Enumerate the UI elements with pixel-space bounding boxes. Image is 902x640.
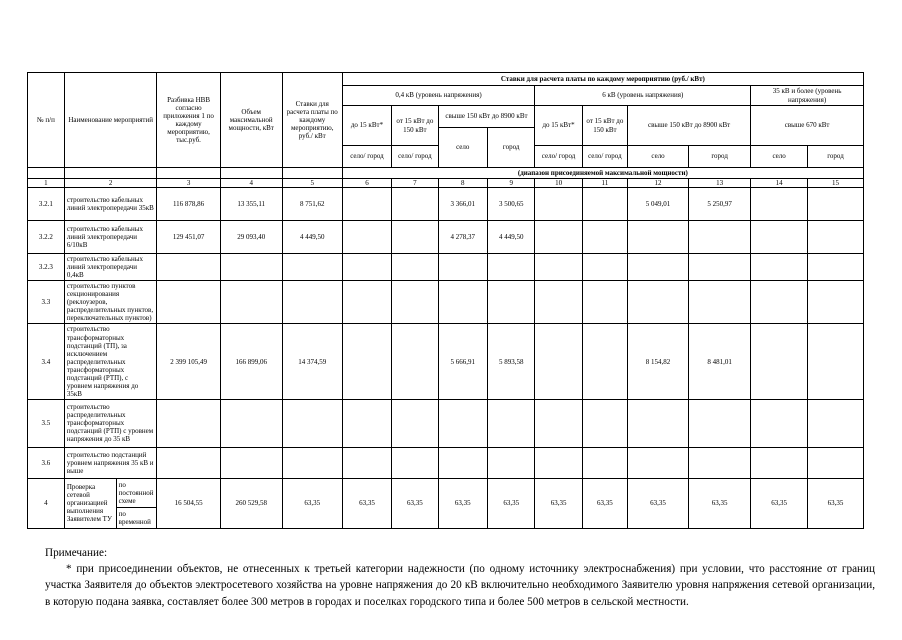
cell-c5: 63,35 <box>282 478 342 528</box>
header-nvv: Разбивка НВВ согласно приложения 1 по каждому мероприятию, тыс.руб. <box>157 73 220 168</box>
cell-c5 <box>282 447 342 478</box>
column-index-row <box>28 179 864 188</box>
header-num-spacer <box>28 168 65 179</box>
row4-sub-permanent: по постоянной схеме <box>116 479 156 508</box>
cell-c6 <box>342 281 391 324</box>
cell-c3 <box>157 447 220 478</box>
cell-c11 <box>582 188 627 221</box>
header-04-upto15-vc: село/ город <box>342 146 391 168</box>
cell-c10 <box>535 221 582 254</box>
table-row <box>28 221 864 254</box>
column-index-12: 12 <box>628 179 689 188</box>
cell-c10 <box>535 324 582 399</box>
cell-c8 <box>438 399 487 447</box>
cell-c12: 5 049,01 <box>628 188 689 221</box>
cell-c10 <box>535 447 582 478</box>
row-number: 3.4 <box>28 324 65 399</box>
row-name: строительство кабельных линий электропередачи 35кВ <box>64 188 157 221</box>
header-power: Объем максимальной мощности, кВт <box>220 73 282 168</box>
cell-c15 <box>808 188 864 221</box>
row-name: строительство подстанций уровнем напряжения 35 кВ и выше <box>64 447 157 478</box>
cell-c9 <box>488 447 535 478</box>
row-number: 3.3 <box>28 281 65 324</box>
footnote <box>45 545 875 610</box>
header-6-village: село <box>628 146 689 168</box>
header-04-15to150-vc: село/ город <box>392 146 438 168</box>
cell-c8: 3 366,01 <box>438 188 487 221</box>
row4-name-split <box>65 479 157 528</box>
cell-c5 <box>282 399 342 447</box>
cell-c8 <box>438 281 487 324</box>
header-6-city: город <box>689 146 751 168</box>
header-level-35kv: 35 кВ и более (уровень напряжения) <box>751 86 864 106</box>
cell-c10 <box>535 254 582 281</box>
row-number: 3.5 <box>28 399 65 447</box>
cell-c9 <box>488 254 535 281</box>
cell-c15 <box>808 221 864 254</box>
cell-c12 <box>628 281 689 324</box>
cell-c14 <box>751 281 808 324</box>
header-35-village: село <box>751 146 808 168</box>
cell-c9: 5 893,58 <box>488 324 535 399</box>
cell-c7: 63,35 <box>392 478 438 528</box>
cell-c6: 63,35 <box>342 478 391 528</box>
header-rates-group: Ставки для расчета платы по каждому мероприятию (руб./ кВт) <box>342 73 863 86</box>
column-index-6: 6 <box>342 179 391 188</box>
cell-c11 <box>582 281 627 324</box>
column-index-15: 15 <box>808 179 864 188</box>
table-row <box>28 399 864 447</box>
row4-name: Проверка сетевой организацией выполнения Заявителем ТУ <box>65 479 116 528</box>
cell-c3: 2 399 105,49 <box>157 324 220 399</box>
row-number: 3.2.2 <box>28 221 65 254</box>
column-index-7: 7 <box>392 179 438 188</box>
column-index-8: 8 <box>438 179 487 188</box>
cell-c9: 63,35 <box>488 478 535 528</box>
row-number: 3.2.3 <box>28 254 65 281</box>
cell-c3: 116 878,86 <box>157 188 220 221</box>
column-index-3: 3 <box>157 179 220 188</box>
cell-c6 <box>342 399 391 447</box>
header-04-city: город <box>488 128 535 168</box>
row-name: строительство распределительных трансформаторных подстанций (РТП) с уровнем напряжения до 35 кВ <box>64 399 157 447</box>
cell-c4 <box>220 399 282 447</box>
footnote-title: Примечание: <box>45 547 108 559</box>
cell-c7 <box>392 188 438 221</box>
cell-c5: 4 449,50 <box>282 221 342 254</box>
cell-c15 <box>808 281 864 324</box>
column-index-4: 4 <box>220 179 282 188</box>
cell-c8: 63,35 <box>438 478 487 528</box>
row4-sub-temporary: по временной <box>118 510 151 527</box>
column-index-9: 9 <box>488 179 535 188</box>
cell-c7 <box>392 447 438 478</box>
cell-c3 <box>157 254 220 281</box>
cell-c12 <box>628 221 689 254</box>
cell-c10: 63,35 <box>535 478 582 528</box>
cell-c8: 4 278,37 <box>438 221 487 254</box>
cell-c5 <box>282 254 342 281</box>
cell-c13 <box>689 399 751 447</box>
header-level-6kv: 6 кВ (уровень напряжения) <box>535 86 751 106</box>
cell-c6 <box>342 254 391 281</box>
cell-c12: 63,35 <box>628 478 689 528</box>
cell-c7 <box>392 399 438 447</box>
row-name: строительство трансформаторных подстанций (ТП), за исключением распределительных трансформаторных подстанций (РТП), с уровнем напряжения до 35кВ <box>64 324 157 399</box>
header-6-over150: свыше 150 кВт до 8900 кВт <box>628 106 751 146</box>
cell-c4: 260 529,58 <box>220 478 282 528</box>
cell-c11: 63,35 <box>582 478 627 528</box>
header-name-spacer <box>64 168 157 179</box>
cell-c7 <box>392 324 438 399</box>
header-range: (диапазон присоединяемой максимальной мощности) <box>342 168 863 179</box>
cell-c6 <box>342 188 391 221</box>
column-index-1: 1 <box>28 179 65 188</box>
header-6-upto15: до 15 кВт* <box>535 106 582 146</box>
column-index-2: 2 <box>64 179 157 188</box>
cell-c15: 63,35 <box>808 478 864 528</box>
cell-c9 <box>488 281 535 324</box>
cell-c4: 29 093,40 <box>220 221 282 254</box>
header-35-city: город <box>808 146 864 168</box>
cell-c14 <box>751 254 808 281</box>
table-row <box>28 478 864 506</box>
cell-c11 <box>582 447 627 478</box>
cell-c14 <box>751 221 808 254</box>
cell-c11 <box>582 399 627 447</box>
cell-c13 <box>689 447 751 478</box>
cell-c5: 8 751,62 <box>282 188 342 221</box>
cell-c3: 129 451,07 <box>157 221 220 254</box>
cell-c11 <box>582 221 627 254</box>
tariff-rates-table <box>27 72 864 529</box>
cell-c4 <box>220 281 282 324</box>
cell-c4 <box>220 447 282 478</box>
header-35-over670: свыше 670 кВт <box>751 106 864 146</box>
cell-c10 <box>535 188 582 221</box>
header-num: № п/п <box>28 73 65 168</box>
cell-c14: 63,35 <box>751 478 808 528</box>
header-power-spacer <box>220 168 282 179</box>
cell-c15 <box>808 254 864 281</box>
cell-c10 <box>535 399 582 447</box>
header-6-15to150: от 15 кВт до 150 кВт <box>582 106 627 146</box>
cell-c9 <box>488 399 535 447</box>
cell-c6 <box>342 324 391 399</box>
cell-c8: 5 666,91 <box>438 324 487 399</box>
row-number: 4 <box>28 478 65 528</box>
cell-c4: 13 355,11 <box>220 188 282 221</box>
cell-c9: 4 449,50 <box>488 221 535 254</box>
cell-c7 <box>392 221 438 254</box>
tariff-table-wrapper <box>27 72 864 529</box>
cell-c8 <box>438 254 487 281</box>
cell-c4: 166 899,06 <box>220 324 282 399</box>
row-name: строительство кабельных линий электропередачи 6/10кВ <box>64 221 157 254</box>
row-name: строительство пунктов секционирования (реклоузеров, распределительных пунктов, переключательных пунктов) <box>64 281 157 324</box>
cell-c15 <box>808 399 864 447</box>
column-index-11: 11 <box>582 179 627 188</box>
column-index-13: 13 <box>689 179 751 188</box>
table-row <box>28 254 864 281</box>
cell-c9: 3 500,65 <box>488 188 535 221</box>
table-row <box>28 447 864 478</box>
cell-c5 <box>282 281 342 324</box>
row-number: 3.6 <box>28 447 65 478</box>
column-index-14: 14 <box>751 179 808 188</box>
cell-c13 <box>689 254 751 281</box>
cell-c6 <box>342 447 391 478</box>
header-04-upto15: до 15 кВт* <box>342 106 391 146</box>
cell-c11 <box>582 254 627 281</box>
header-rate: Ставки для расчета платы по каждому мероприятию, руб./ кВт <box>282 73 342 168</box>
header-name: Наименование мероприятий <box>64 73 157 168</box>
cell-c12 <box>628 447 689 478</box>
footnote-text: * при присоединении объектов, не отнесенных к третьей категории надежности (по одному источнику электроснабжения) при условии, что расстояние от границ участка Заявителя до объектов электросетевого хозяйства на уровне напряжения до 20 кВ включительно необходимого Заявителю уровня напряжения сетевой организации, в которую подана заявка, составляет более 300 метров в городах и поселках городского типа и более 500 метров в сельской местности. <box>45 563 875 608</box>
cell-c15 <box>808 447 864 478</box>
cell-c3 <box>157 281 220 324</box>
column-index-10: 10 <box>535 179 582 188</box>
cell-c8 <box>438 447 487 478</box>
cell-c12 <box>628 399 689 447</box>
cell-c6 <box>342 221 391 254</box>
cell-c4 <box>220 254 282 281</box>
cell-c13 <box>689 221 751 254</box>
row-name: строительство кабельных линий электропередачи 0,4кВ <box>64 254 157 281</box>
cell-c5: 14 374,59 <box>282 324 342 399</box>
header-04-15to150: от 15 кВт до 150 кВт <box>392 106 438 146</box>
cell-c14 <box>751 324 808 399</box>
cell-c7 <box>392 281 438 324</box>
cell-c13: 63,35 <box>689 478 751 528</box>
cell-c3: 16 504,55 <box>157 478 220 528</box>
cell-c13: 5 250,97 <box>689 188 751 221</box>
cell-c15 <box>808 324 864 399</box>
header-6-upto15-vc: село/ город <box>535 146 582 168</box>
header-6-15to150-vc: село/ город <box>582 146 627 168</box>
column-index-5: 5 <box>282 179 342 188</box>
cell-c10 <box>535 281 582 324</box>
cell-c13: 8 481,01 <box>689 324 751 399</box>
cell-c12: 8 154,82 <box>628 324 689 399</box>
cell-c3 <box>157 399 220 447</box>
table-row <box>28 188 864 221</box>
table-row <box>28 324 864 399</box>
cell-c7 <box>392 254 438 281</box>
cell-c14 <box>751 399 808 447</box>
cell-c14 <box>751 447 808 478</box>
cell-c14 <box>751 188 808 221</box>
row-name <box>64 478 157 528</box>
cell-c11 <box>582 324 627 399</box>
header-04-village: село <box>438 128 487 168</box>
header-rate-spacer <box>282 168 342 179</box>
cell-c13 <box>689 281 751 324</box>
cell-c12 <box>628 254 689 281</box>
header-nvv-spacer <box>157 168 220 179</box>
header-level-04kv: 0,4 кВ (уровень напряжения) <box>342 86 535 106</box>
table-row <box>28 281 864 324</box>
row-number: 3.2.1 <box>28 188 65 221</box>
header-04-over150: свыше 150 кВт до 8900 кВт <box>438 106 535 128</box>
